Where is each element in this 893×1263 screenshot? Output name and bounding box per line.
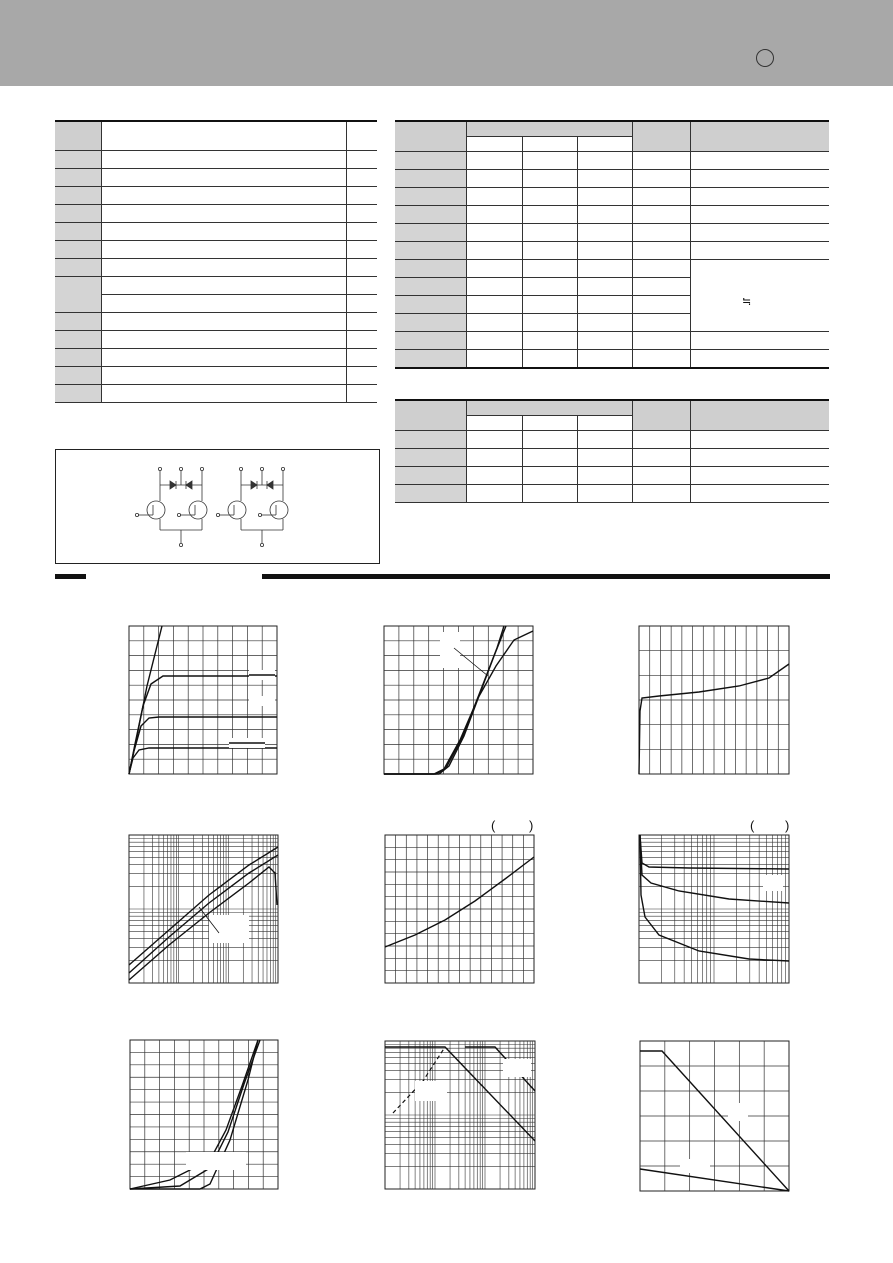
table-row xyxy=(395,485,829,503)
section-divider-bar xyxy=(262,574,830,579)
table-row xyxy=(55,223,377,241)
table-row xyxy=(395,431,829,449)
table-row xyxy=(395,260,829,278)
equivalent-circuit-diagram xyxy=(56,450,379,563)
chart-power-derating xyxy=(640,1041,789,1191)
chart5-unit-paren-right: ) xyxy=(529,818,534,833)
table-row xyxy=(55,169,377,187)
table-row xyxy=(55,205,377,223)
chart-capacitance-characteristics xyxy=(639,835,789,983)
table-row xyxy=(55,277,377,295)
chart-safe-operating-area xyxy=(385,1041,535,1189)
table-row xyxy=(55,349,377,367)
table-row xyxy=(55,259,377,277)
table-row xyxy=(395,467,829,485)
label-mask xyxy=(209,915,249,943)
chart-output-characteristics xyxy=(129,626,277,774)
label-mask xyxy=(728,1103,748,1121)
table-row xyxy=(395,206,829,224)
table-row xyxy=(395,170,829,188)
chart-diode-forward-characteristics xyxy=(130,1040,278,1189)
label-mask xyxy=(249,696,275,706)
circle-mark-icon xyxy=(756,49,774,67)
table-row xyxy=(395,188,829,206)
table-row xyxy=(395,224,829,242)
label-mask xyxy=(680,1159,710,1173)
table-header-row xyxy=(395,400,829,416)
table-row xyxy=(55,187,377,205)
table-row xyxy=(55,313,377,331)
table-row xyxy=(55,331,377,349)
page-header-band xyxy=(0,0,893,86)
section-marker-bar xyxy=(55,574,86,579)
approx-equal-symbol: ≒ xyxy=(742,296,752,308)
chart-transfer-characteristics xyxy=(384,626,533,774)
table-row xyxy=(55,367,377,385)
chart-threshold-characteristics xyxy=(639,626,789,774)
table-header-row xyxy=(395,121,829,137)
table-header-row xyxy=(55,121,377,151)
table-row xyxy=(55,295,377,313)
table-row xyxy=(55,385,377,403)
label-mask xyxy=(186,1152,246,1170)
chart5-unit-paren-left: ( xyxy=(491,818,496,833)
table-row xyxy=(55,241,377,259)
chart6-unit-paren-left: ( xyxy=(750,818,755,833)
chart-log-log-characteristics xyxy=(129,835,278,983)
table-row xyxy=(395,449,829,467)
table-row xyxy=(395,332,829,350)
label-mask xyxy=(763,875,783,891)
table-row xyxy=(395,152,829,170)
table-row xyxy=(395,350,829,369)
chart6-unit-paren-right: ) xyxy=(785,818,790,833)
label-mask xyxy=(415,1081,447,1101)
table-row xyxy=(395,242,829,260)
label-mask xyxy=(503,1059,531,1077)
table-row xyxy=(55,151,377,169)
chart-temperature-characteristics xyxy=(385,835,534,983)
equivalent-circuit-box xyxy=(55,449,380,564)
